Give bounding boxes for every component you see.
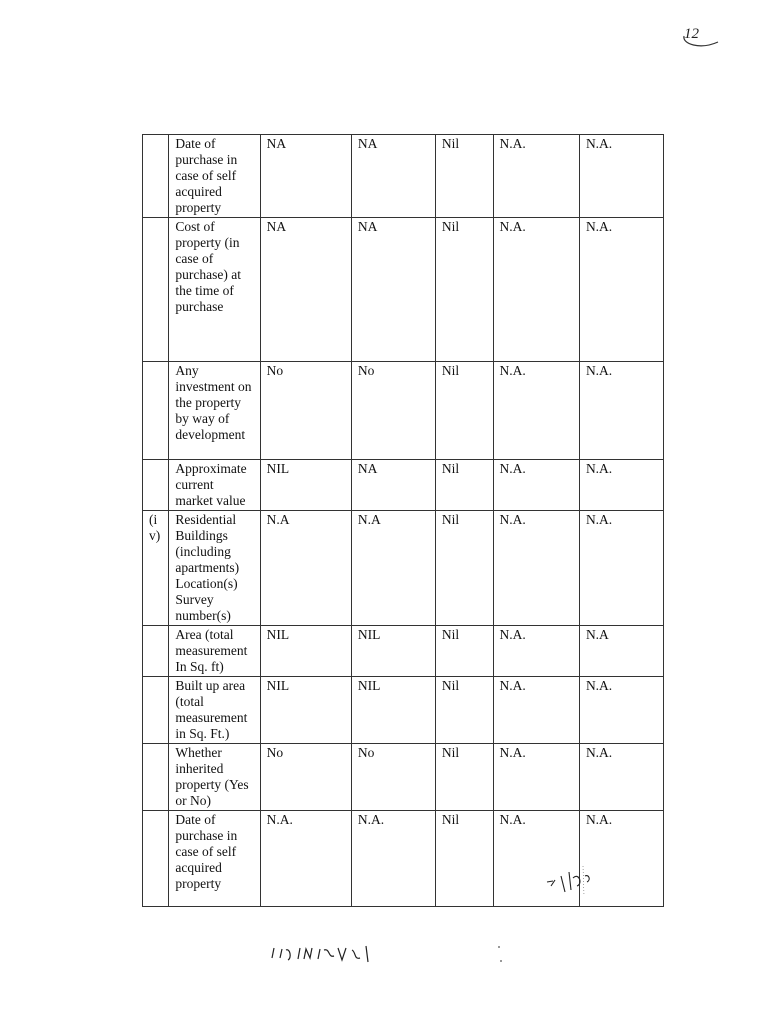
- value-cell: N.A.: [493, 511, 579, 626]
- value-cell: NA: [351, 135, 435, 218]
- speck: [498, 946, 500, 948]
- row-index-cell: [143, 460, 169, 511]
- value-cell: NA: [260, 218, 351, 362]
- row-label-cell: Cost of property (in case of purchase) at the time of purchase: [169, 218, 260, 362]
- value-cell: NIL: [351, 677, 435, 744]
- value-cell: N.A.: [493, 744, 579, 811]
- row-index-cell: [143, 626, 169, 677]
- value-cell: N.A.: [260, 811, 351, 907]
- table-row: [143, 218, 664, 362]
- value-cell: NA: [260, 135, 351, 218]
- asset-declaration-table: [142, 134, 664, 907]
- value-cell: NA: [351, 218, 435, 362]
- value-cell: Nil: [435, 460, 493, 511]
- table-row: [143, 135, 664, 218]
- value-cell: NIL: [260, 626, 351, 677]
- value-cell: No: [260, 362, 351, 460]
- row-index-cell: [143, 744, 169, 811]
- value-cell: N.A.: [579, 677, 663, 744]
- initials-signature: [543, 866, 603, 896]
- table-row: [143, 362, 664, 460]
- value-cell: Nil: [435, 362, 493, 460]
- row-label-cell: Date of purchase in case of self acquired property: [169, 811, 260, 907]
- value-cell: N.A.: [351, 811, 435, 907]
- table-body: [143, 135, 664, 907]
- value-cell: N.A.: [493, 460, 579, 511]
- table-row: [143, 626, 664, 677]
- row-index-cell: [143, 218, 169, 362]
- value-cell: N.A.: [493, 626, 579, 677]
- value-cell: N.A.: [493, 218, 579, 362]
- row-label-cell: Area (total measurement In Sq. ft): [169, 626, 260, 677]
- value-cell: N.A.: [579, 811, 663, 907]
- value-cell: N.A.: [493, 362, 579, 460]
- value-cell: NIL: [351, 626, 435, 677]
- value-cell: N.A.: [579, 362, 663, 460]
- value-cell: Nil: [435, 218, 493, 362]
- value-cell: NA: [351, 460, 435, 511]
- value-cell: N.A.: [579, 511, 663, 626]
- row-index-cell: [143, 811, 169, 907]
- value-cell: N.A.: [579, 744, 663, 811]
- row-label-cell: Approximate current market value: [169, 460, 260, 511]
- value-cell: N.A.: [579, 218, 663, 362]
- value-cell: Nil: [435, 511, 493, 626]
- value-cell: NIL: [260, 460, 351, 511]
- row-label-cell: Any investment on the property by way of development: [169, 362, 260, 460]
- row-index-cell: [143, 677, 169, 744]
- handwritten-scribble: [268, 940, 382, 966]
- value-cell: No: [260, 744, 351, 811]
- value-cell: N.A.: [579, 135, 663, 218]
- page-number: 12: [684, 26, 699, 42]
- table-row: [143, 677, 664, 744]
- value-cell: N.A: [351, 511, 435, 626]
- value-cell: N.A.: [493, 811, 579, 907]
- row-label-cell: Whether inherited property (Yes or No): [169, 744, 260, 811]
- row-index-cell: [143, 362, 169, 460]
- value-cell: NIL: [260, 677, 351, 744]
- row-index-cell: [143, 135, 169, 218]
- value-cell: N.A.: [493, 135, 579, 218]
- row-label-cell: Date of purchase in case of self acquired property: [169, 135, 260, 218]
- value-cell: Nil: [435, 744, 493, 811]
- table-row: [143, 744, 664, 811]
- row-index-cell: (iv): [143, 511, 169, 626]
- value-cell: No: [351, 362, 435, 460]
- value-cell: Nil: [435, 677, 493, 744]
- row-label-cell: Residential Buildings (including apartments) Location(s) Survey number(s): [169, 511, 260, 626]
- row-label-cell: Built up area (total measurement in Sq. Ft.): [169, 677, 260, 744]
- table-row: [143, 460, 664, 511]
- value-cell: Nil: [435, 626, 493, 677]
- value-cell: Nil: [435, 811, 493, 907]
- value-cell: N.A.: [579, 460, 663, 511]
- value-cell: N.A.: [493, 677, 579, 744]
- value-cell: N.A: [260, 511, 351, 626]
- value-cell: Nil: [435, 135, 493, 218]
- value-cell: No: [351, 744, 435, 811]
- table-row: [143, 511, 664, 626]
- value-cell: N.A: [579, 626, 663, 677]
- speck: [500, 960, 502, 962]
- page-number-circle-mark: [680, 28, 722, 50]
